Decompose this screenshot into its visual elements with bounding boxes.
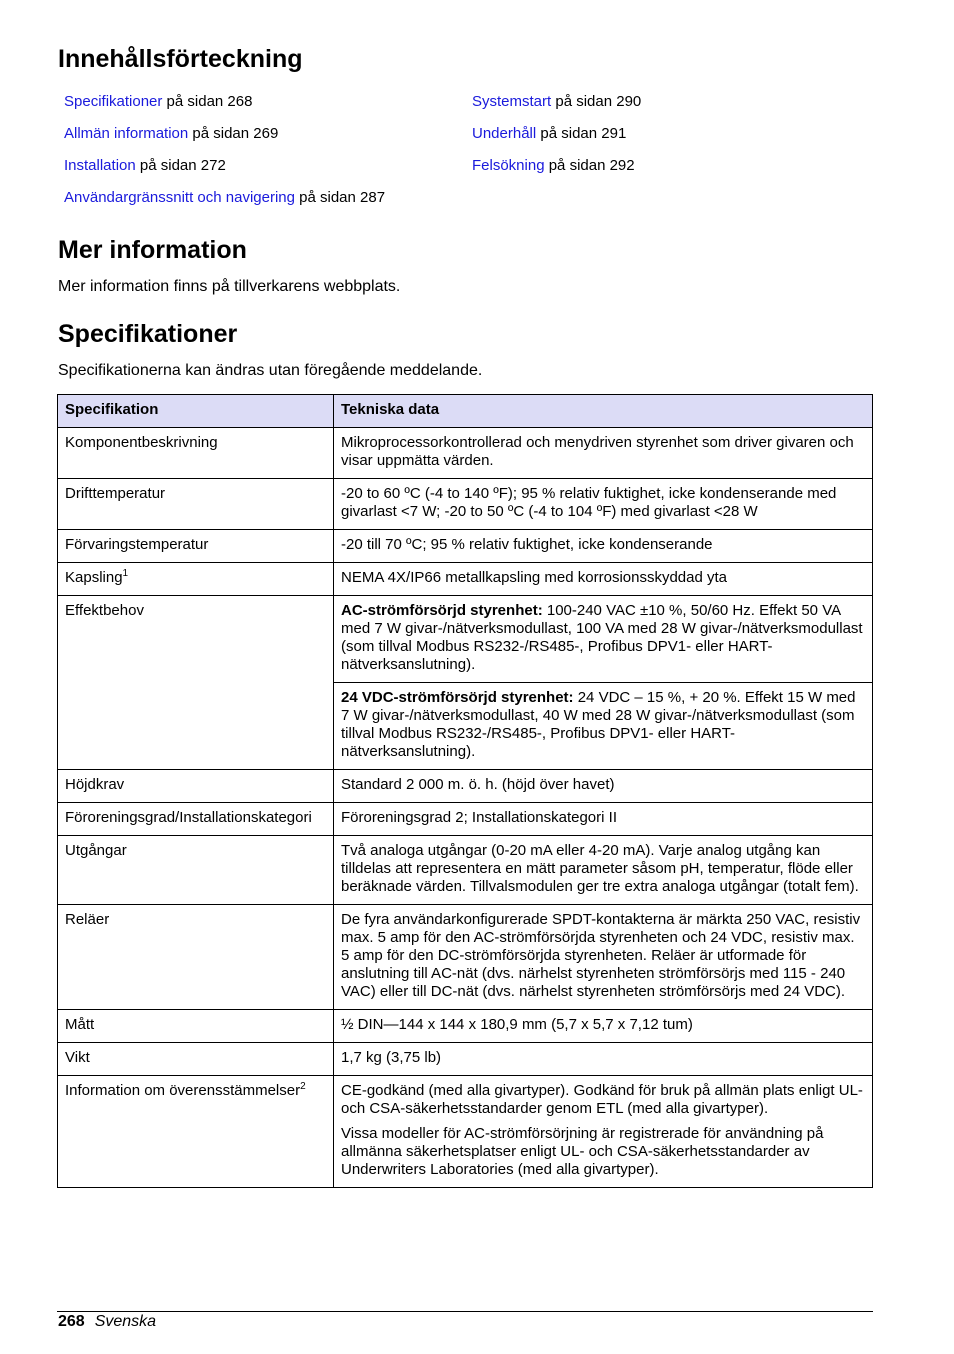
toc-link-allman-information[interactable]: Allmän information — [64, 125, 189, 142]
spec-value-extra: Vissa modeller för AC-strömförsörjning är registrerade för användning på allmänna säkerhetsplatser enligt UL- och CSA-säkerhetsstandarder av Underwriters Laboratories (med alla givartyper). — [341, 1125, 824, 1178]
spec-value-dc-text: 24 VDC – 15 %, + 20 %. Effekt 15 W med 7 W givar-/nätverksmodullast, 40 W med 28 W givar-/nätverksmodullast (som tillval Modbus RS232-/RS485-, Profibus DPV1- eller HART-nätverksanslutning). — [341, 689, 856, 760]
toc-page-ref: på sidan 268 — [162, 93, 253, 110]
table-row — [58, 563, 873, 596]
toc-page-ref: på sidan 292 — [544, 157, 635, 174]
spec-value: CE-godkänd (med alla givartyper). Godkänd för bruk på allmän plats enligt UL- och CSA-säkerhetsstandarder genom ETL (med alla givartyper). — [341, 1082, 863, 1117]
col-header-technical-data: Tekniska data — [334, 395, 873, 428]
page-number: 268 — [58, 1313, 85, 1330]
footnote-marker: 2 — [300, 1081, 306, 1092]
spec-name: Utgångar — [58, 836, 334, 905]
spec-value: Föroreningsgrad 2; Installationskategori II — [334, 803, 873, 836]
toc-page-ref: på sidan 291 — [536, 125, 627, 142]
toc-page-ref: på sidan 269 — [188, 125, 279, 142]
toc-entry — [64, 93, 385, 125]
page-footer — [58, 1312, 156, 1332]
table-row — [58, 1076, 873, 1188]
toc-left-column — [64, 93, 385, 221]
col-header-specification: Specifikation — [58, 395, 334, 428]
table-row — [58, 479, 873, 530]
toc-entry — [64, 157, 385, 189]
spec-name: Föroreningsgrad/Installationskategori — [58, 803, 334, 836]
toc-page-ref: på sidan 290 — [551, 93, 642, 110]
spec-value: -20 to 60 ºC (-4 to 140 ºF); 95 % relativ fuktighet, icke kondenserande med givarlast <7 W; -20 to 50 ºC (-4 to 104 ºF) med givarlast <28 W — [334, 479, 873, 530]
toc-entry — [472, 157, 641, 189]
spec-name: Förvaringstemperatur — [58, 530, 334, 563]
spec-value-ac-label: AC-strömförsörjd styrenhet: — [341, 602, 543, 619]
spec-value: Standard 2 000 m. ö. h. (höjd över havet) — [334, 770, 873, 803]
toc-entry — [472, 93, 641, 125]
table-row — [58, 770, 873, 803]
spec-value: Två analoga utgångar (0-20 mA eller 4-20 mA). Varje analog utgång kan tilldelas att representera en mätt parameter såsom pH, temperatur, flöde eller beräknade värden. Tillvalsmodulen ger tre extra analoga utgångar (totalt fem). — [334, 836, 873, 905]
toc-entry — [64, 125, 385, 157]
toc-link-systemstart[interactable]: Systemstart — [472, 93, 552, 110]
spec-value: NEMA 4X/IP66 metallkapsling med korrosionsskyddad yta — [334, 563, 873, 596]
table-row — [58, 905, 873, 1010]
spec-name-cell — [58, 563, 334, 596]
spec-value-ac-text: 100-240 VAC ±10 %, 50/60 Hz. Effekt 50 VA med 7 W givar-/nätverksmodullast, 100 VA med 28 W givar-/nätverksmodullast (som tillval Modbus RS232-/RS485-, Profibus DPV1- eller HART-nätverksanslutning). — [341, 602, 863, 673]
footnote-marker: 1 — [122, 568, 129, 579]
table-row — [58, 428, 873, 479]
table-row — [58, 596, 873, 683]
table-row — [58, 1010, 873, 1043]
spec-name: Höjdkrav — [58, 770, 334, 803]
table-row — [58, 803, 873, 836]
spec-value-dc — [334, 683, 873, 770]
toc-link-underhall[interactable]: Underhåll — [472, 125, 537, 142]
toc-entry — [472, 125, 641, 157]
table-header-row — [58, 395, 873, 428]
spec-name: Effektbehov — [58, 596, 334, 770]
spec-value-dc-label: 24 VDC-strömförsörjd styrenhet: — [341, 689, 574, 706]
toc-entry — [64, 189, 385, 221]
toc-link-anvandargranssnitt[interactable]: Användargränssnitt och navigering — [64, 189, 295, 206]
spec-value: Mikroprocessorkontrollerad och menydriven styrenhet som driver givaren och visar uppmätta värden. — [334, 428, 873, 479]
toc-page-ref: på sidan 272 — [135, 157, 226, 174]
toc-link-specifikationer[interactable]: Specifikationer — [64, 93, 163, 110]
toc-link-felsokning[interactable]: Felsökning — [472, 157, 545, 174]
specs-title: Specifikationer — [58, 320, 238, 348]
spec-value-ac — [334, 596, 873, 683]
toc-page-ref: på sidan 287 — [294, 189, 386, 206]
specs-intro: Specifikationerna kan ändras utan föregående meddelande. — [58, 362, 483, 379]
spec-name-cell — [58, 1076, 334, 1188]
spec-name: Mått — [58, 1010, 334, 1043]
spec-value: -20 till 70 ºC; 95 % relativ fuktighet, icke kondenserande — [334, 530, 873, 563]
more-info-text: Mer information finns på tillverkarens webbplats. — [58, 278, 401, 295]
spec-name: Drifttemperatur — [58, 479, 334, 530]
spec-name: Kapsling — [65, 569, 123, 586]
spec-name: Reläer — [58, 905, 334, 1010]
more-info-title: Mer information — [58, 236, 247, 264]
toc-link-installation[interactable]: Installation — [64, 157, 136, 174]
spec-value: ½ DIN—144 x 144 x 180,9 mm (5,7 x 5,7 x 7,12 tum) — [334, 1010, 873, 1043]
spec-table — [57, 394, 873, 1188]
table-row — [58, 836, 873, 905]
spec-name: Vikt — [58, 1043, 334, 1076]
toc-right-column — [472, 93, 641, 189]
spec-value: De fyra användarkonfigurerade SPDT-kontakterna är märkta 250 VAC, resistiv max. 5 amp för den AC-strömförsörjda styrenheten och 24 VDC, resistiv max. 5 amp för den DC-strömförsörjda styrenheten. Reläer är utformade för anslutning till AC-nät (dvs. närhelst styrenheten strömförsörjs med 115 - 240 VAC) eller till DC-nät (dvs. närhelst styrenheten strömförsörjs med 24 VDC). — [334, 905, 873, 1010]
table-row — [58, 530, 873, 563]
spec-value: 1,7 kg (3,75 lb) — [334, 1043, 873, 1076]
footer-language: Svenska — [94, 1313, 157, 1330]
footer-divider — [57, 1311, 873, 1312]
spec-name: Information om överensstämmelser — [65, 1082, 301, 1099]
toc-title: Innehållsförteckning — [58, 45, 303, 73]
spec-value-cell — [334, 1076, 873, 1188]
table-row — [58, 1043, 873, 1076]
spec-name: Komponentbeskrivning — [58, 428, 334, 479]
